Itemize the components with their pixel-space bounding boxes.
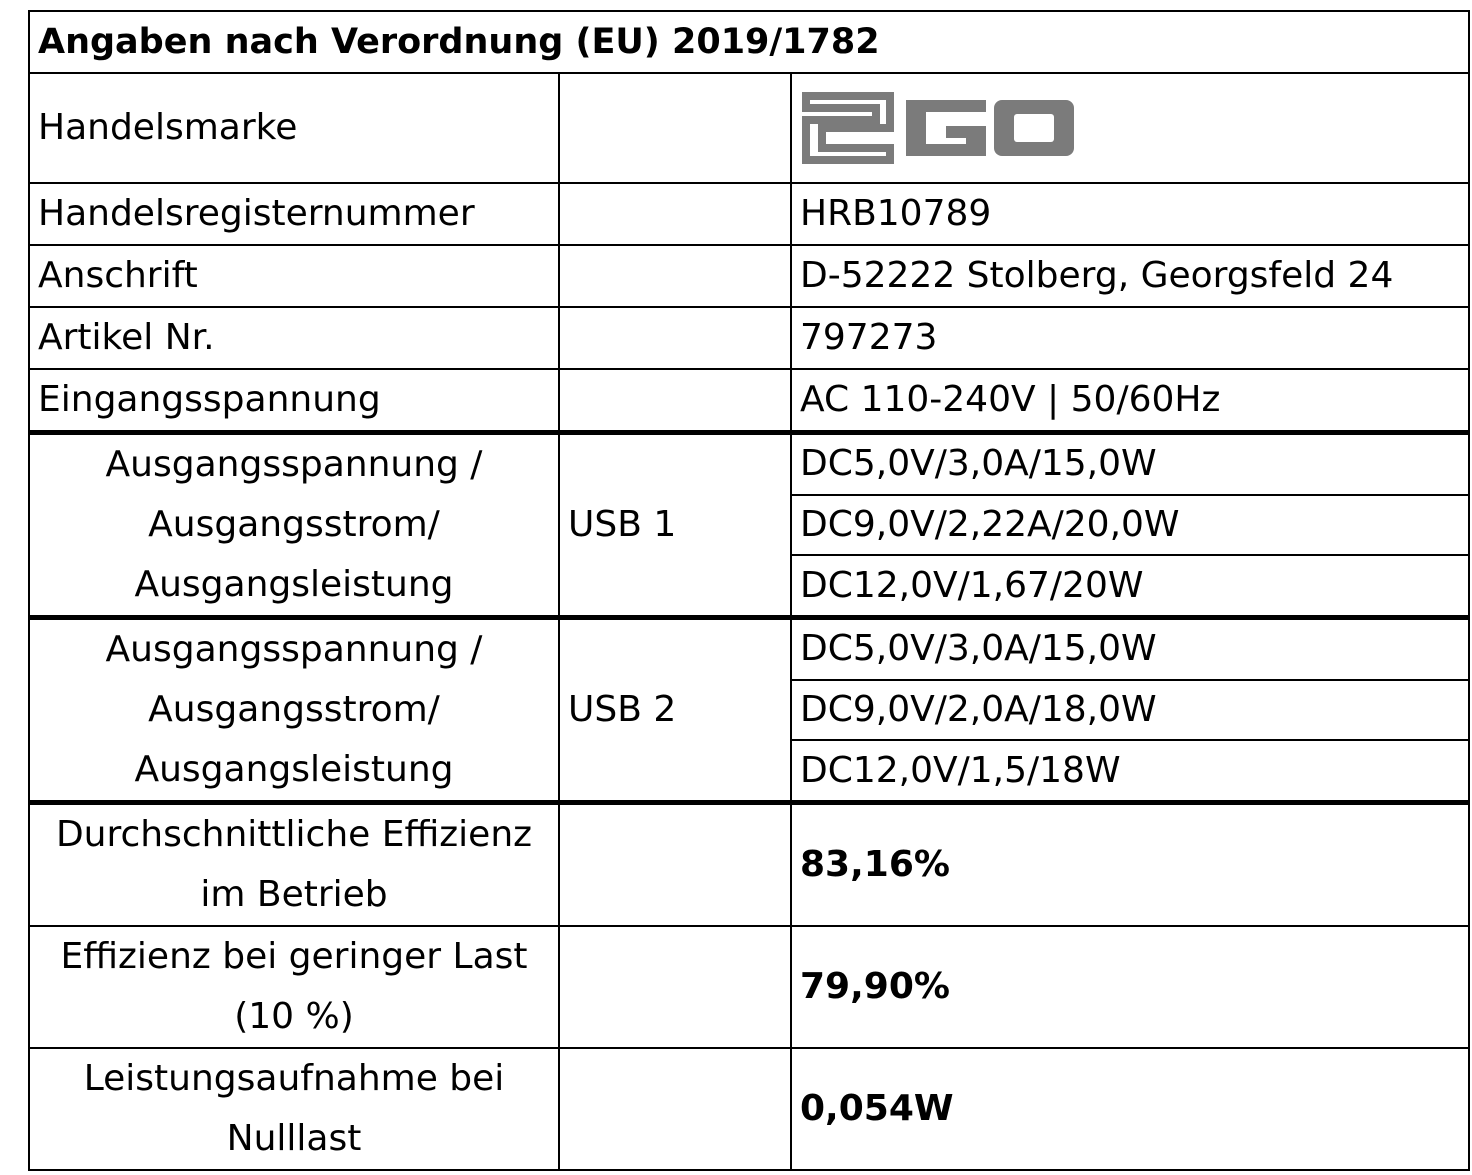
output-value: DC9,0V/2,22A/20,0W (791, 495, 1469, 556)
declaration-table (28, 10, 1470, 1171)
empty-cell (559, 73, 791, 183)
title-row (29, 11, 1469, 73)
table-row (29, 307, 1469, 369)
output-row (29, 433, 1469, 495)
output-row (29, 618, 1469, 680)
efficiency-label: Leistungsaufnahme bei Nulllast (29, 1048, 559, 1170)
output-value: DC5,0V/3,0A/15,0W (791, 618, 1469, 680)
row-label: Eingangsspannung (29, 369, 559, 433)
row-value: 797273 (791, 307, 1469, 369)
efficiency-label: Durchschnittliche Effizienz im Betrieb (29, 803, 559, 927)
empty-cell (559, 369, 791, 433)
output-value: DC5,0V/3,0A/15,0W (791, 433, 1469, 495)
efficiency-value: 83,16% (791, 803, 1469, 927)
empty-cell (559, 183, 791, 245)
output-port: USB 2 (559, 618, 791, 803)
row-label: Anschrift (29, 245, 559, 307)
output-label: Ausgangsspannung / Ausgangsstrom/ Ausgangsleistung (29, 618, 559, 803)
efficiency-row (29, 803, 1469, 927)
2go-logo (800, 90, 1080, 166)
efficiency-value: 0,054W (791, 1048, 1469, 1170)
output-value: DC12,0V/1,67/20W (791, 555, 1469, 617)
row-value: HRB10789 (791, 183, 1469, 245)
declaration-sheet (28, 10, 1468, 1166)
empty-cell (559, 1048, 791, 1170)
efficiency-value: 79,90% (791, 926, 1469, 1048)
empty-cell (559, 307, 791, 369)
brand-label: Handelsmarke (29, 73, 559, 183)
row-value: AC 110-240V | 50/60Hz (791, 369, 1469, 433)
table-row (29, 245, 1469, 307)
logo-digit-2 (806, 96, 890, 160)
brand-logo-cell (791, 73, 1469, 183)
table-row (29, 183, 1469, 245)
table-title: Angaben nach Verordnung (EU) 2019/1782 (29, 11, 1469, 73)
row-label: Handelsregisternummer (29, 183, 559, 245)
output-value: DC12,0V/1,5/18W (791, 740, 1469, 802)
row-value: D-52222 Stolberg, Georgsfeld 24 (791, 245, 1469, 307)
row-label: Artikel Nr. (29, 307, 559, 369)
brand-row (29, 73, 1469, 183)
output-port: USB 1 (559, 433, 791, 618)
table-row (29, 369, 1469, 433)
efficiency-label: Effizienz bei geringer Last (10 %) (29, 926, 559, 1048)
empty-cell (559, 803, 791, 927)
empty-cell (559, 926, 791, 1048)
efficiency-row (29, 1048, 1469, 1170)
output-value: DC9,0V/2,0A/18,0W (791, 680, 1469, 741)
efficiency-row (29, 926, 1469, 1048)
output-label: Ausgangsspannung / Ausgangsstrom/ Ausgangsleistung (29, 433, 559, 618)
logo-letter-g (906, 100, 986, 156)
empty-cell (559, 245, 791, 307)
